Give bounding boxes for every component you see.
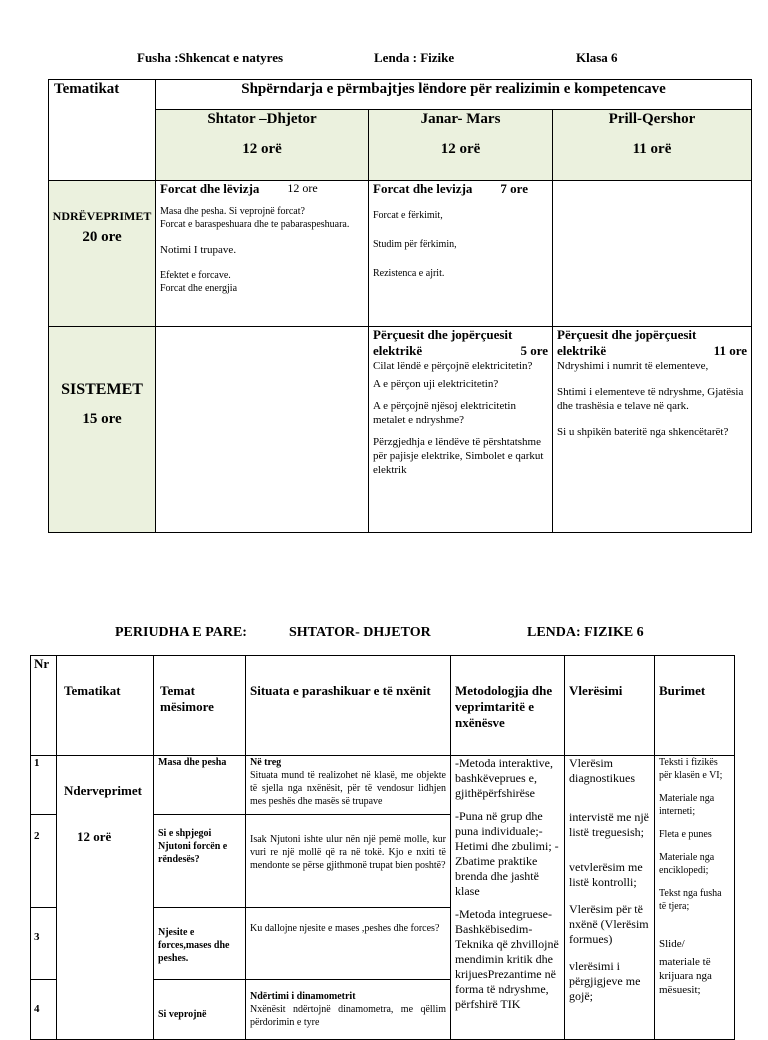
situation-text: Nxënësit ndërtojnë dinamometra, me qëllim përdorimin e tyre: [250, 1004, 446, 1028]
period-1-hours: 12 orë: [242, 141, 282, 157]
lesson-topic: Njesite e forces,mases dhe peshes.: [158, 927, 230, 964]
period-3-hours: 11 orë: [632, 141, 672, 157]
assessment-item: intervistë me një listë treguesish;: [569, 810, 649, 839]
metodologjia-col-header: Metodologjia dhe veprimtaritë e nxënësve: [455, 683, 553, 730]
vleresimi-col-header: Vlerësimi: [569, 683, 623, 698]
row-number: 3: [34, 931, 40, 943]
list-item: Përzgjedhja e lëndëve të përshtatshme për pajisje elektrike, Simbolet e qarkut elektrik: [373, 436, 544, 476]
topic-forcat-levizja: Forcat dhe lëvizja: [160, 181, 260, 196]
theme-sistemet: SISTEMET: [61, 381, 143, 398]
list-item: Forcat dhe energjia: [160, 283, 238, 294]
tema-cell: [154, 908, 246, 980]
situation-title: Në treg: [250, 757, 282, 768]
situation-text: Situata mund të realizohet në klasë, me objekte të sjella nga nxënësit, për të vendosur lidhjen mes peshës dhe masës së trupave: [250, 770, 446, 807]
period-3-cell: [553, 110, 752, 181]
row-number: 2: [34, 830, 40, 842]
situata-col-header: Situata e parashikuar e të nxënit: [250, 683, 431, 698]
tematikat-header: Tematikat: [54, 81, 120, 97]
situata-cell: [246, 756, 451, 815]
row-number: 4: [34, 1003, 40, 1015]
period-1-cell: [156, 110, 369, 181]
nr-header: Nr: [34, 656, 50, 671]
lesson-topic: Si veprojnë: [158, 1009, 207, 1020]
resource-item: Materiale nga interneti;: [659, 793, 715, 817]
list-item: Si u shpikën bateritë nga shkencëtarët?: [557, 426, 729, 438]
list-item: Masa dhe pesha. Si veprojnë forcat?: [160, 206, 305, 217]
situation-text: Ku dallojne njesite e mases ,peshes dhe forces?: [250, 923, 440, 934]
situation-title: Ndërtimi i dinamometrit: [250, 991, 356, 1002]
row1-period3-cell: [553, 181, 752, 327]
class-label: Klasa 6: [576, 50, 618, 65]
list-item: Rezistenca e ajrit.: [373, 268, 445, 279]
theme-ndrveprimet-hours: 20 ore: [82, 229, 122, 245]
list-item: Forcat e fërkimit,: [373, 210, 443, 221]
period-1-name: Shtator –Dhjetor: [207, 111, 317, 127]
list-item: Notimi I trupave.: [160, 244, 237, 256]
resource-item: Teksti i fizikës për klasën e VI;: [659, 757, 723, 781]
metodologjia-cell: [451, 756, 565, 1040]
theme-sistemet-cell: [49, 327, 156, 533]
temat-col-header: Temat mësimore: [160, 683, 214, 714]
row2-period2-cell: [369, 327, 553, 533]
nr-header-cell: [31, 656, 57, 756]
situata-cell: [246, 815, 451, 908]
vleresimi-cell: [565, 756, 655, 1040]
tematikat-col-header: Tematikat: [64, 683, 121, 698]
topic-percuesit-2-hours: 11 ore: [713, 343, 747, 358]
table-row: [31, 908, 57, 980]
distribution-table: [48, 79, 752, 533]
period-3-name: Prill-Qershor: [608, 111, 696, 127]
row-number: 1: [34, 757, 40, 769]
row2-period1-cell: [156, 327, 369, 533]
period-label: PERIUDHA E PARE:: [115, 625, 247, 640]
table-row: [31, 980, 57, 1040]
list-item: A e përçojnë njësoj elektricitetin metalet e ndryshme?: [373, 400, 516, 426]
list-item: Shtimi i elementeve të ndryshme, Gjatësia dhe trashësia e telave në qark.: [557, 386, 744, 412]
tematikat-header-cell: [49, 80, 156, 181]
list-item: Forcat e baraspeshuara dhe te pabaraspeshuara.: [160, 219, 350, 230]
list-item: A e përçon uji elektricitetin?: [373, 378, 499, 390]
metodologjia-col-cell: [451, 656, 565, 756]
lesson-topic: Si e shpjegoi Njutoni forcën e rëndesës?: [158, 828, 228, 865]
topic-percuesit-2: Përçuesit dhe jopërçuesit elektrikë: [557, 327, 697, 358]
assessment-item: Vlerësim për të nxënë (Vlerësim formues): [569, 902, 649, 946]
situata-col-cell: [246, 656, 451, 756]
burimet-col-header: Burimet: [659, 683, 706, 698]
theme-hours: 12 orë: [77, 829, 112, 844]
period-2-hours: 12 orë: [440, 141, 481, 157]
method-item: -Metoda interaktive, bashkëveprues e, gjithëpërfshirëse: [455, 756, 553, 800]
vleresimi-col-cell: [565, 656, 655, 756]
situata-cell: [246, 908, 451, 980]
table1-title: Shpërndarja e përmbajtjes lëndore për realizimin e kompetencave: [241, 81, 666, 97]
theme-nderveprimet: Nderveprimet: [64, 783, 142, 798]
list-item: Cilat lëndë e përçojnë elektricitetin?: [373, 360, 533, 372]
resource-item: materiale të krijuara nga mësuesit;: [659, 956, 712, 996]
topic-forcat-levizja-2: Forcat dhe levizja: [373, 181, 473, 196]
row2-period3-cell: [553, 327, 752, 533]
resource-item: Fleta e punes: [659, 829, 712, 840]
theme-sistemet-hours: 15 ore: [82, 411, 122, 427]
period-2-cell: [369, 110, 553, 181]
subject-label: Lenda : Fizike: [374, 50, 455, 65]
list-item: Efektet e forcave.: [160, 270, 231, 281]
resource-item: Tekst nga fusha të tjera;: [659, 888, 722, 912]
burimet-cell: [655, 756, 735, 1040]
method-item: -Metoda integruese-Bashkëbisedim-Teknika që zhvillojnë mendimin kritik dhe krijuesPrezantime në forma të ndryshme, përfshirë TIK: [455, 907, 559, 1011]
resource-item: Materiale nga enciklopedi;: [659, 852, 715, 876]
tema-cell: [154, 756, 246, 815]
theme-ndrveprimet: NDRËVEPRIMET: [52, 209, 152, 223]
lesson-plan-table: [30, 655, 735, 1040]
topic-forcat-levizja-2-hours: 7 ore: [500, 181, 528, 196]
list-item: Studim për fërkimin,: [373, 239, 457, 250]
topic-forcat-levizja-hours: 12 ore: [287, 181, 318, 195]
period-2-name: Janar- Mars: [420, 111, 501, 127]
assessment-item: vlerësimi i përgjigjeve me gojë;: [569, 959, 641, 1003]
table1-title-cell: [156, 80, 752, 110]
theme-ndrveprimet-cell: [49, 181, 156, 327]
tema-cell: [154, 980, 246, 1040]
row1-period1-cell: [156, 181, 369, 327]
burimet-col-cell: [655, 656, 735, 756]
temat-col-cell: [154, 656, 246, 756]
tematikat-col-cell: [57, 656, 154, 756]
theme-cell: [57, 756, 154, 1040]
topic-percuesit-hours: 5 ore: [520, 343, 548, 358]
method-item: -Puna në grup dhe puna individuale;-Hetimi dhe zbulimi; -Zbatime praktike brenda dhe jashtë klase: [455, 809, 559, 898]
lesson-topic: Masa dhe pesha: [158, 757, 227, 768]
table-row: [31, 756, 57, 815]
list-item: Ndryshimi i numrit të elementeve,: [557, 360, 709, 372]
situation-text: Isak Njutoni ishte ulur nën një pemë molle, kur vuri re një mollë që ra në tokë. Kjo e nxiti të mendonte se përse gjithmonë trupat bien poshtë?: [250, 834, 446, 871]
situata-cell: [246, 980, 451, 1040]
field-label: Fusha :Shkencat e natyres: [137, 50, 284, 65]
assessment-item: Vlerësim diagnostikues: [569, 756, 635, 785]
tema-cell: [154, 815, 246, 908]
table-row: [31, 815, 57, 908]
assessment-item: vetvlerësim me listë kontrolli;: [569, 860, 643, 889]
row1-period2-cell: [369, 181, 553, 327]
resource-item: Slide/: [659, 938, 685, 950]
topic-percuesit: Përçuesit dhe jopërçuesit elektrikë: [373, 327, 513, 358]
period-months: SHTATOR- DHJETOR: [289, 625, 431, 640]
subject-grade: LENDA: FIZIKE 6: [527, 625, 644, 640]
